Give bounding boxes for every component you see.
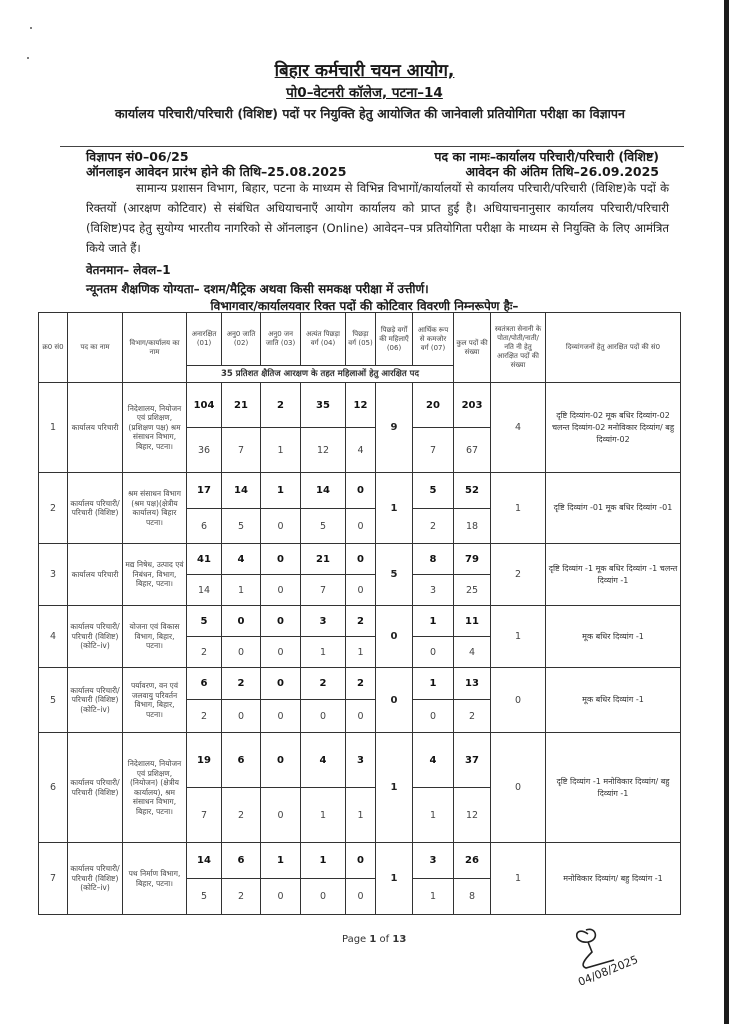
- women-cell-c02: 7: [222, 428, 261, 473]
- sr-number: 4: [39, 606, 68, 668]
- cell-c05: 0: [346, 473, 376, 509]
- header-post: पद का नाम: [68, 313, 123, 383]
- women-cell-c03: 0: [261, 700, 301, 733]
- women-cell-c01: 7: [187, 788, 222, 843]
- svg-text:04/08/2025: 04/08/2025: [576, 952, 640, 989]
- header-sr: क्र0 सं0: [39, 313, 68, 383]
- cell-c01: 17: [187, 473, 222, 509]
- org-address: पो0–वेटनरी कॉलेज, पटना–14: [286, 85, 443, 101]
- cell-freedom-fighter: 1: [491, 843, 546, 915]
- cell-c05: 3: [346, 733, 376, 788]
- table-row: [39, 606, 681, 637]
- cell-disability: दृष्टि दिव्यांग-02 मूक बधिर दिव्यांग-02 चलन्त दिव्यांग-02 मनोविकार दिव्यांग/ बहु दिव्यांग-02: [546, 383, 681, 473]
- dept-name-cell: निदेशालय, नियोजन एवं प्रशिक्षण, (नियोजन) (क्षेत्रीय कार्यालय), श्रम संसाधन विभाग, बिहार, पटना।: [123, 733, 187, 843]
- cell-disability: मनोविकार दिव्यांग/ बहु दिव्यांग -1: [546, 843, 681, 915]
- header-c02: अनु0 जाति (02): [222, 313, 261, 366]
- women-cell-c01: 36: [187, 428, 222, 473]
- table-row: [39, 473, 681, 509]
- dept-name-cell: मद्य निषेध, उत्पाद एवं निबंधन, विभाग, बिहार, पटना।: [123, 544, 187, 606]
- women-cell-total: 8: [454, 879, 491, 915]
- dept-name-cell: योजना एवं विकास विभाग, बिहार, पटना।: [123, 606, 187, 668]
- header-c07: आर्थिक रूप से कमजोर वर्ग (07): [413, 313, 454, 366]
- women-cell-c01: 6: [187, 509, 222, 544]
- sr-number: 6: [39, 733, 68, 843]
- women-cell-c07: 0: [413, 637, 454, 668]
- women-cell-c04: 5: [301, 509, 346, 544]
- women-cell-c05: 4: [346, 428, 376, 473]
- women-cell-c05: 1: [346, 788, 376, 843]
- women-cell-total: 4: [454, 637, 491, 668]
- cell-disability: मूक बधिर दिव्यांग -1: [546, 606, 681, 668]
- cell-c07: 3: [413, 843, 454, 879]
- cell-total: 13: [454, 668, 491, 700]
- cell-c02: 6: [222, 733, 261, 788]
- qualification: न्यूनतम शैक्षणिक योग्यता– दशम/मैट्रिक अथवा किसी समकक्ष परीक्षा में उत्तीर्ण।: [86, 282, 429, 296]
- cell-disability: दृष्टि दिव्यांग -01 मूक बधिर दिव्यांग -01: [546, 473, 681, 544]
- cell-c07: 8: [413, 544, 454, 575]
- cell-c07: 20: [413, 383, 454, 428]
- cell-c04: 2: [301, 668, 346, 700]
- start-date: ऑनलाइन आवेदन प्रारंभ होने की तिथि–25.08.2025: [86, 164, 347, 179]
- women-cell-c07: 0: [413, 700, 454, 733]
- table-row: [39, 668, 681, 700]
- cell-total: 26: [454, 843, 491, 879]
- cell-freedom-fighter: 2: [491, 544, 546, 606]
- cell-c05: 0: [346, 544, 376, 575]
- women-cell-c05: 0: [346, 509, 376, 544]
- cell-c06: 0: [376, 668, 413, 733]
- women-cell-total: 12: [454, 788, 491, 843]
- table-row: [39, 843, 681, 879]
- cell-c05: 0: [346, 843, 376, 879]
- cell-c02: 0: [222, 606, 261, 637]
- post-name-cell: कार्यालय परिचारी/ परिचारी (विशिष्ट) (कोटि–iv): [68, 843, 123, 915]
- cell-c06: 5: [376, 544, 413, 606]
- women-cell-c01: 2: [187, 637, 222, 668]
- women-cell-c01: 2: [187, 700, 222, 733]
- cell-total: 203: [454, 383, 491, 428]
- last-date: आवेदन की अंतिम तिथि–26.09.2025: [465, 164, 659, 179]
- header-c05: पिछड़ा वर्ग (05): [346, 313, 376, 366]
- women-cell-c02: 5: [222, 509, 261, 544]
- women-cell-c05: 1: [346, 637, 376, 668]
- header-c06: पिछड़े वर्गों की महिलाएँ (06): [376, 313, 413, 366]
- sr-number: 7: [39, 843, 68, 915]
- cell-c06: 1: [376, 733, 413, 843]
- cell-c04: 14: [301, 473, 346, 509]
- cell-disability: मूक बधिर दिव्यांग -1: [546, 668, 681, 733]
- cell-c05: 12: [346, 383, 376, 428]
- cell-c07: 1: [413, 606, 454, 637]
- women-cell-total: 67: [454, 428, 491, 473]
- women-cell-c02: 0: [222, 700, 261, 733]
- header-disability: दिव्यांगजनों हेतु आरक्षित पदों की सं0: [546, 313, 681, 383]
- cell-c02: 2: [222, 668, 261, 700]
- cell-c06: 0: [376, 606, 413, 668]
- women-cell-c07: 2: [413, 509, 454, 544]
- women-cell-c04: 1: [301, 788, 346, 843]
- cell-freedom-fighter: 0: [491, 733, 546, 843]
- women-cell-c03: 0: [261, 788, 301, 843]
- table-row: [39, 733, 681, 788]
- women-cell-total: 18: [454, 509, 491, 544]
- cell-c06: 1: [376, 843, 413, 915]
- page-number: Page 1 of 13: [342, 934, 407, 945]
- women-cell-c02: 0: [222, 637, 261, 668]
- cell-c02: 14: [222, 473, 261, 509]
- dept-name-cell: निदेशालय, नियोजन एवं प्रशिक्षण, (प्रशिक्षण पक्ष) श्रम संसाधन विभाग, बिहार, पटना।: [123, 383, 187, 473]
- cell-c02: 21: [222, 383, 261, 428]
- table-row: [39, 383, 681, 428]
- women-cell-c05: 0: [346, 700, 376, 733]
- header-women-reservation: 35 प्रतिशत क्षैतिज आरक्षण के तहत महिलाओं हेतु आरक्षित पद: [187, 366, 454, 383]
- cell-c05: 2: [346, 668, 376, 700]
- post-name-cell: कार्यालय परिचारी: [68, 544, 123, 606]
- dept-name-cell: पर्यावरण, वन एवं जलवायु परिवर्तन विभाग, बिहार, पटना।: [123, 668, 187, 733]
- women-cell-c03: 0: [261, 575, 301, 606]
- women-cell-c03: 0: [261, 879, 301, 915]
- dept-name-cell: श्रम संसाधन विभाग (श्रम पक्ष)(क्षेत्रीय कार्यालय) बिहार पटना।: [123, 473, 187, 544]
- org-name: बिहार कर्मचारी चयन आयोग,: [274, 61, 455, 81]
- women-cell-c07: 1: [413, 788, 454, 843]
- header-total: कुल पदों की संख्या: [454, 313, 491, 383]
- cell-c01: 41: [187, 544, 222, 575]
- women-cell-c05: 0: [346, 879, 376, 915]
- women-cell-c02: 1: [222, 575, 261, 606]
- women-cell-c05: 0: [346, 575, 376, 606]
- cell-c01: 5: [187, 606, 222, 637]
- cell-c07: 5: [413, 473, 454, 509]
- sr-number: 2: [39, 473, 68, 544]
- cell-freedom-fighter: 1: [491, 473, 546, 544]
- women-cell-c02: 2: [222, 879, 261, 915]
- women-cell-c04: 1: [301, 637, 346, 668]
- header-divider: [60, 146, 684, 147]
- signature-icon: [570, 920, 690, 990]
- header-c01: अनारक्षित (01): [187, 313, 222, 366]
- cell-c07: 4: [413, 733, 454, 788]
- cell-c04: 21: [301, 544, 346, 575]
- cell-c06: 9: [376, 383, 413, 473]
- cell-total: 37: [454, 733, 491, 788]
- cell-total: 11: [454, 606, 491, 637]
- scan-speck: [30, 27, 32, 29]
- women-cell-c04: 12: [301, 428, 346, 473]
- header-freedom-fighter: स्वतंत्रता सेनानी के पोता/पोती/नाती/नति नी हेतु आरक्षित पदों की संख्या: [491, 313, 546, 383]
- cell-c04: 4: [301, 733, 346, 788]
- screen-edge-strip: [724, 0, 729, 1024]
- cell-total: 52: [454, 473, 491, 509]
- document-subject: कार्यालय परिचारी/परिचारी (विशिष्ट) पदों पर नियुक्ति हेतु आयोजित की जानेवाली प्रतियोगिता परीक्षा का विज्ञापन: [115, 106, 625, 121]
- cell-freedom-fighter: 1: [491, 606, 546, 668]
- cell-disability: दृष्टि दिव्यांग -1 मूक बधिर दिव्यांग -1 चलन्त दिव्यांग -1: [546, 544, 681, 606]
- cell-freedom-fighter: 0: [491, 668, 546, 733]
- women-cell-c07: 3: [413, 575, 454, 606]
- cell-c07: 1: [413, 668, 454, 700]
- pay-scale: वेतनमान– लेवल–1: [86, 263, 171, 277]
- cell-c02: 4: [222, 544, 261, 575]
- women-cell-c03: 0: [261, 637, 301, 668]
- header-c04: अत्यंत पिछड़ा वर्ग (04): [301, 313, 346, 366]
- cell-c02: 6: [222, 843, 261, 879]
- header-dept: विभाग/कार्यालय का नाम: [123, 313, 187, 383]
- women-cell-c04: 7: [301, 575, 346, 606]
- women-cell-c03: 0: [261, 509, 301, 544]
- women-cell-c01: 14: [187, 575, 222, 606]
- cell-c03: 0: [261, 668, 301, 700]
- cell-c03: 0: [261, 733, 301, 788]
- cell-c05: 2: [346, 606, 376, 637]
- cell-total: 79: [454, 544, 491, 575]
- cell-c03: 1: [261, 473, 301, 509]
- women-cell-c07: 1: [413, 879, 454, 915]
- cell-c03: 0: [261, 606, 301, 637]
- women-cell-c01: 5: [187, 879, 222, 915]
- cell-c03: 2: [261, 383, 301, 428]
- post-name-cell: कार्यालय परिचारी/ परिचारी (विशिष्ट): [68, 733, 123, 843]
- vacancy-table: [38, 312, 681, 915]
- header-c03: अनु0 जन जाति (03): [261, 313, 301, 366]
- cell-c03: 0: [261, 544, 301, 575]
- women-cell-c02: 2: [222, 788, 261, 843]
- cell-c04: 3: [301, 606, 346, 637]
- women-cell-c04: 0: [301, 700, 346, 733]
- cell-disability: दृष्टि दिव्यांग -1 मनोविकार दिव्यांग/ बहु दिव्यांग -1: [546, 733, 681, 843]
- cell-c04: 1: [301, 843, 346, 879]
- post-name: पद का नामः–कार्यालय परिचारी/परिचारी (विशिष्ट): [434, 149, 659, 164]
- women-cell-c07: 7: [413, 428, 454, 473]
- cell-c01: 6: [187, 668, 222, 700]
- cell-c01: 104: [187, 383, 222, 428]
- sr-number: 3: [39, 544, 68, 606]
- table-row: [39, 544, 681, 575]
- women-cell-c03: 1: [261, 428, 301, 473]
- sr-number: 5: [39, 668, 68, 733]
- women-cell-c04: 0: [301, 879, 346, 915]
- dept-name-cell: पथ निर्माण विभाग, बिहार, पटना।: [123, 843, 187, 915]
- cell-c06: 1: [376, 473, 413, 544]
- sr-number: 1: [39, 383, 68, 473]
- table-caption: विभागवार/कार्यालयवार रिक्त पदों की कोटिवार विवरणी निम्नरूपेण हैः–: [210, 299, 519, 313]
- post-name-cell: कार्यालय परिचारी/ परिचारी (विशिष्ट) (कोटि–iv): [68, 668, 123, 733]
- post-name-cell: कार्यालय परिचारी/ परिचारी (विशिष्ट) (कोटि–iv): [68, 606, 123, 668]
- women-cell-total: 2: [454, 700, 491, 733]
- cell-c03: 1: [261, 843, 301, 879]
- advt-number: विज्ञापन सं0–06/25: [86, 149, 189, 164]
- cell-c04: 35: [301, 383, 346, 428]
- intro-paragraph: सामान्य प्रशासन विभाग, बिहार, पटना के माध्यम से विभिन्न विभागों/कार्यालयों से कार्यालय परिचारी/परिचारी (विशिष्ट)के पदों के रिक्तयों (आरक्षण कोटिवार) से संबंधित अधियाचनाएँ आयोग कार्यालय को प्राप्त हुई है। अधियाचनानुसार कार्यालय परिचारी/परिचारी (विशिष्ट)पद हेतु सुयोग्य भारतीय नागरिको से ऑनलाइन (Online) आवेदन–पत्र प्रतियोगिता परीक्षा के माध्यम से नियुक्ति के लिए आमंत्रित किये जाते हैं।: [86, 181, 669, 255]
- cell-freedom-fighter: 4: [491, 383, 546, 473]
- post-name-cell: कार्यालय परिचारी: [68, 383, 123, 473]
- cell-c01: 14: [187, 843, 222, 879]
- cell-c01: 19: [187, 733, 222, 788]
- women-cell-total: 25: [454, 575, 491, 606]
- post-name-cell: कार्यालय परिचारी/ परिचारी (विशिष्ट): [68, 473, 123, 544]
